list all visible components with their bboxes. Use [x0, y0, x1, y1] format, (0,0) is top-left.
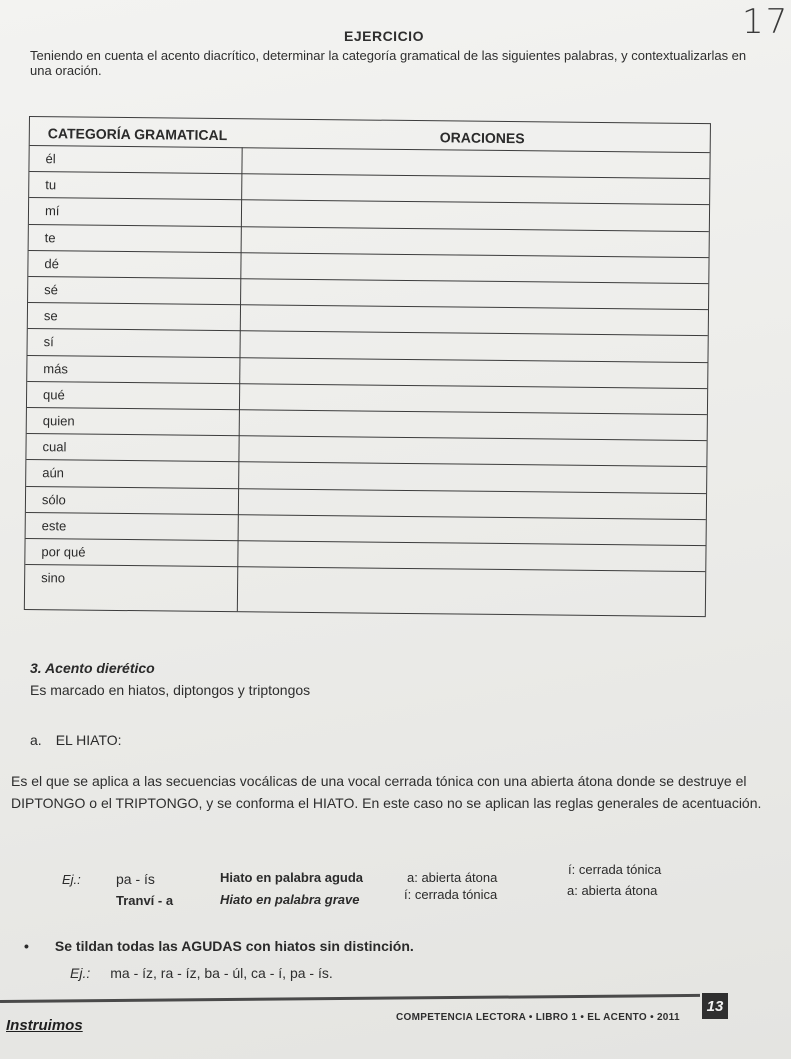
- hiato-heading: [30, 732, 122, 748]
- header-category: CATEGORÍA GRAMATICAL: [47, 125, 228, 144]
- row-word: sino: [41, 570, 66, 586]
- hiato-paragraph: Es el que se aplica a las secuencias vocálicas de una vocal cerrada tónica con una abierta átona donde se destruye el DIPTONGO o el TRIPTONGO, y se conforma el HIATO. En este caso no se aplican las reglas generales de acentuación.: [11, 773, 762, 811]
- bullet-icon: •: [24, 938, 29, 954]
- row-word: tu: [45, 177, 57, 193]
- row-word: sí: [43, 334, 54, 350]
- page-number-badge: 13: [702, 993, 728, 1019]
- rule-example-text: ma - íz, ra - íz, ba - úl, ca - í, pa - ís.: [110, 965, 333, 981]
- exercise-title: EJERCICIO: [344, 28, 424, 44]
- hiato-title: EL HIATO:: [55, 732, 122, 748]
- example-word-1: pa - ís: [116, 871, 155, 887]
- header-sentences: ORACIONES: [439, 129, 525, 147]
- row-word: él: [45, 151, 56, 167]
- row-word: sólo: [41, 491, 66, 508]
- rule-example-label: Ej.:: [70, 965, 91, 981]
- rule-example: [70, 965, 333, 981]
- example-first-1: a: abierta átona: [407, 870, 498, 885]
- footer-divider: [0, 994, 700, 1003]
- rule-text: Se tildan todas las AGUDAS con hiatos sin distinción.: [54, 938, 414, 954]
- row-word: dé: [44, 255, 60, 272]
- row-word: mí: [44, 203, 60, 219]
- brand-logo: Instruimos: [6, 1017, 83, 1034]
- row-word: qué: [43, 386, 65, 403]
- row-word: sé: [44, 282, 58, 298]
- example-second-2: a: abierta átona: [567, 883, 658, 898]
- hiato-letter: a.: [30, 732, 42, 748]
- example-second-1: í: cerrada tónica: [568, 862, 662, 877]
- row-word: cual: [42, 439, 67, 455]
- section-subtitle: Es marcado en hiatos, diptongos y triptongos: [30, 682, 311, 698]
- exercise-table: [24, 116, 711, 617]
- row-word: te: [44, 229, 56, 245]
- handwritten-page-number: 17: [742, 2, 790, 42]
- example-first-2: í: cerrada tónica: [404, 887, 498, 902]
- example-type-1: Hiato en palabra aguda: [220, 870, 364, 885]
- example-type-2: Hiato en palabra grave: [220, 892, 360, 907]
- row-word: quien: [42, 413, 75, 429]
- row-word: se: [43, 308, 58, 324]
- example-label: Ej.:: [62, 872, 81, 887]
- section-title: 3. Acento dierético: [30, 660, 155, 676]
- footer-text: COMPETENCIA LECTORA • LIBRO 1 • EL ACENTO • 2011: [396, 1012, 680, 1023]
- exercise-instruction: Teniendo en cuenta el acento diacrítico, determinar la categoría gramatical de las siguientes palabras, y contextualizarlas en una oración.: [30, 48, 747, 78]
- row-word: más: [43, 360, 68, 377]
- row-word: este: [41, 517, 67, 534]
- row-word: por qué: [41, 544, 86, 560]
- row-word: aún: [42, 465, 65, 481]
- example-word-2: Tranví - a: [116, 893, 174, 908]
- rule-line: [24, 938, 414, 954]
